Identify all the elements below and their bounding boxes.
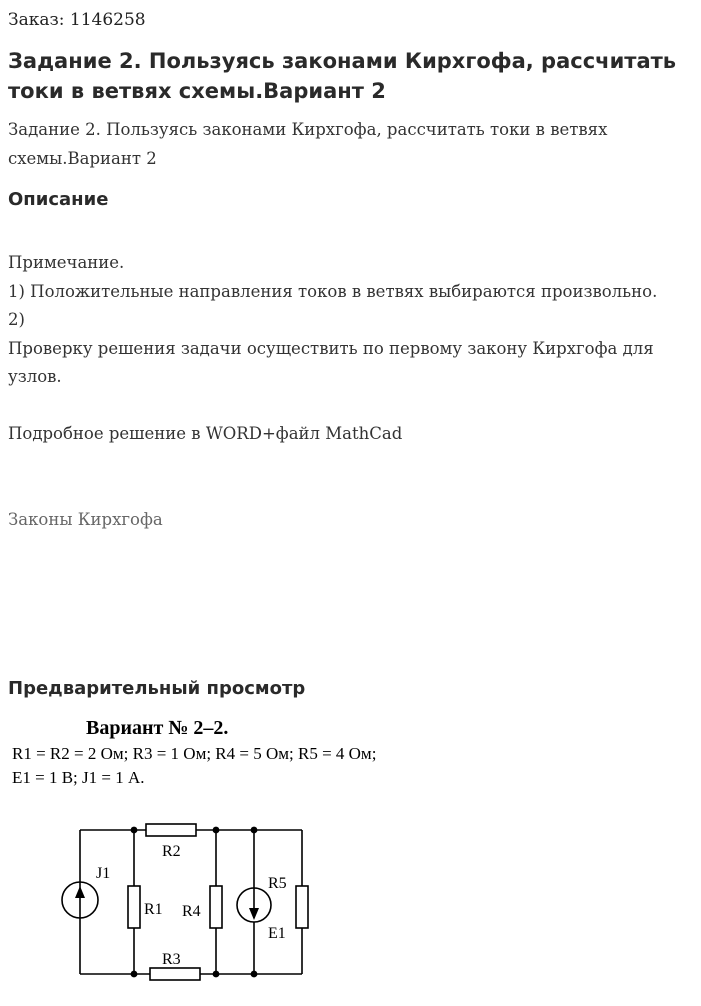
- label-r3: R3: [162, 951, 181, 968]
- description-heading: Описание: [8, 189, 109, 210]
- task-subtitle: Задание 2. Пользуясь законами Кирхгофа, рассчитать токи в ветвях схемы.Вариант 2: [8, 120, 608, 168]
- resistor-r2: [146, 824, 196, 836]
- preview-heading: Предварительный просмотр: [8, 678, 306, 699]
- order-number: Заказ: 1146258: [8, 10, 146, 30]
- voltage-source-e1-icon: [237, 888, 271, 922]
- resistor-r3: [150, 968, 200, 980]
- label-r2: R2: [162, 843, 181, 860]
- parameters-line-1: R1 = R2 = 2 Ом; R3 = 1 Ом; R4 = 5 Ом; R5 = 4 Ом;: [12, 744, 377, 763]
- description-line: Подробное решение в WORD+файл MathCad: [8, 424, 403, 443]
- label-r4: R4: [182, 903, 201, 920]
- label-r5: R5: [268, 875, 287, 892]
- description-line: 1) Положительные направления токов в ветвях выбираются произвольно.: [8, 281, 658, 301]
- kirchhoff-laws-link[interactable]: Законы Кирхгофа: [8, 510, 163, 529]
- label-j1: J1: [96, 865, 111, 882]
- variant-title: Вариант № 2–2.: [86, 717, 229, 739]
- parameters-line-2: E1 = 1 В; J1 = 1 А.: [12, 768, 145, 787]
- current-source-j1-icon: [62, 882, 98, 918]
- label-r1: R1: [144, 901, 163, 918]
- page-title: Задание 2. Пользуясь законами Кирхгофа, рассчитать токи в ветвях схемы.Вариант 2: [8, 49, 677, 103]
- description-body: [8, 249, 693, 449]
- description-line: [8, 392, 693, 421]
- preview-image: [8, 712, 468, 1002]
- description-line: 2): [8, 310, 25, 329]
- circuit-diagram: [58, 818, 318, 988]
- description-line: Проверку решения задачи осуществить по первому закону Кирхгофа для узлов.: [8, 338, 654, 386]
- description-line: Примечание.: [8, 253, 125, 272]
- label-e1: E1: [268, 925, 286, 942]
- resistor-r5: [296, 886, 308, 928]
- resistor-r1: [128, 886, 140, 928]
- resistor-r4: [210, 886, 222, 928]
